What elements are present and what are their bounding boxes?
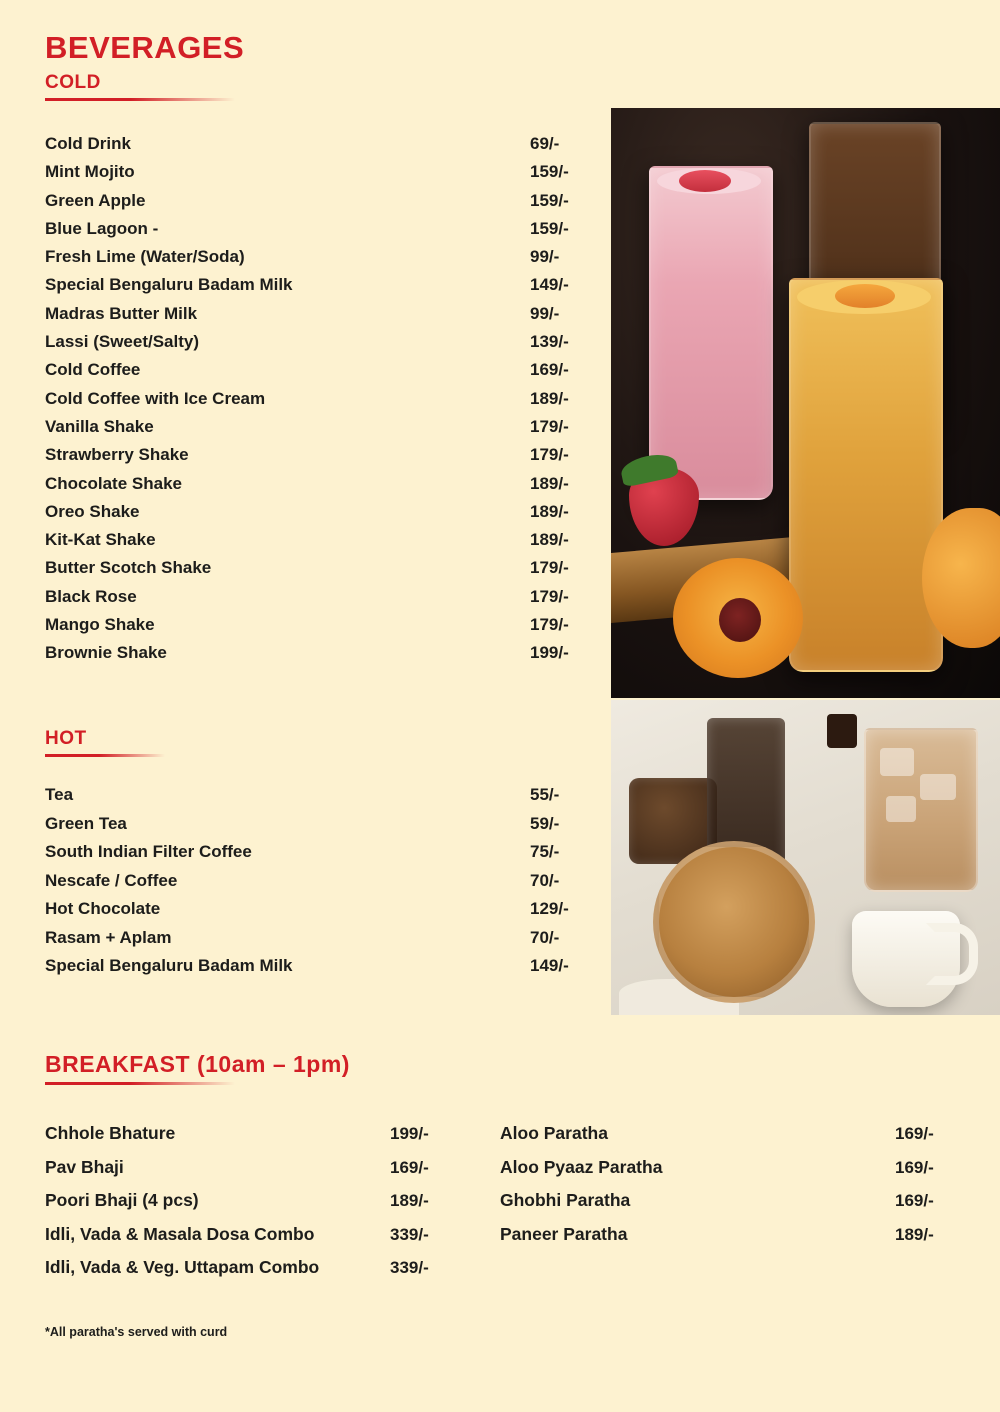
item-name: Ghobhi Paratha xyxy=(500,1190,631,1210)
item-price: 129/- xyxy=(530,899,569,918)
item-price: 59/- xyxy=(530,813,560,833)
list-item xyxy=(45,503,590,520)
list-item xyxy=(500,1223,960,1244)
ice-cube xyxy=(920,774,956,800)
divider-cold xyxy=(45,98,235,101)
list-item xyxy=(45,531,590,548)
list-item xyxy=(45,815,590,832)
list-item xyxy=(45,1125,475,1143)
list-item xyxy=(45,644,590,661)
list-item xyxy=(45,305,590,322)
item-name: Strawberry Shake xyxy=(45,445,189,465)
item-price: 189/- xyxy=(390,1191,429,1210)
iced-coffee-glass xyxy=(864,728,978,892)
item-name: Chhole Bhature xyxy=(45,1123,176,1143)
item-name: Aloo Pyaaz Paratha xyxy=(500,1156,663,1177)
divider-hot xyxy=(45,754,165,757)
item-price: 139/- xyxy=(530,332,569,352)
item-name: Idli, Vada & Masala Dosa Combo xyxy=(45,1223,315,1244)
list-item xyxy=(45,1192,475,1210)
item-name: Aloo Paratha xyxy=(500,1123,608,1143)
list-item xyxy=(45,135,590,152)
item-price: 179/- xyxy=(530,615,569,635)
item-name: Cold Coffee with Ice Cream xyxy=(45,388,266,408)
item-price: 70/- xyxy=(530,870,560,890)
item-price: 159/- xyxy=(530,190,569,210)
section-heading-breakfast: BREAKFAST (10am – 1pm) xyxy=(45,1051,350,1077)
list-item xyxy=(45,192,590,209)
item-name: Pav Bhaji xyxy=(45,1156,124,1177)
mango-shake-glass xyxy=(789,278,943,672)
list-item xyxy=(45,475,590,492)
item-name: Chocolate Shake xyxy=(45,473,182,493)
list-item xyxy=(45,446,590,463)
list-item xyxy=(45,220,590,237)
item-name: Butter Scotch Shake xyxy=(45,558,212,578)
list-item xyxy=(500,1125,960,1143)
list-item xyxy=(45,1156,475,1177)
breakfast-list-right xyxy=(500,1125,960,1259)
item-price: 75/- xyxy=(530,842,560,861)
section-heading-hot: HOT xyxy=(45,728,87,749)
list-item xyxy=(45,900,590,917)
item-name: Idli, Vada & Veg. Uttapam Combo xyxy=(45,1257,320,1277)
cold-beverages-list xyxy=(45,135,590,673)
list-item xyxy=(45,957,590,974)
item-price: 69/- xyxy=(530,134,560,153)
item-name: Fresh Lime (Water/Soda) xyxy=(45,247,245,267)
list-item xyxy=(45,276,590,293)
section-heading-cold: COLD xyxy=(45,72,101,93)
item-name: South Indian Filter Coffee xyxy=(45,842,252,861)
item-price: 149/- xyxy=(530,275,569,295)
divider-breakfast xyxy=(45,1082,235,1085)
strawberry-shake-glass xyxy=(649,166,773,500)
coffee-photo xyxy=(611,700,1000,1015)
hot-beverages-list xyxy=(45,786,590,986)
item-price: 169/- xyxy=(390,1157,429,1177)
list-item xyxy=(500,1156,960,1177)
list-item xyxy=(45,588,590,605)
list-item xyxy=(45,361,590,378)
list-item xyxy=(45,390,590,407)
ice-cube xyxy=(886,796,916,822)
item-price: 339/- xyxy=(390,1224,429,1244)
item-price: 169/- xyxy=(895,1157,934,1177)
milk-jug-handle xyxy=(926,923,978,985)
item-price: 179/- xyxy=(530,416,569,436)
page-title: BEVERAGES xyxy=(45,30,245,65)
item-price: 189/- xyxy=(895,1224,934,1244)
item-name: Lassi (Sweet/Salty) xyxy=(45,332,200,352)
item-price: 159/- xyxy=(530,218,569,238)
item-name: Special Bengaluru Badam Milk xyxy=(45,275,293,295)
item-price: 179/- xyxy=(530,445,569,465)
list-item xyxy=(45,1259,475,1277)
item-price: 99/- xyxy=(530,303,560,323)
item-name: Cold Drink xyxy=(45,134,131,153)
item-price: 199/- xyxy=(390,1124,429,1143)
list-item xyxy=(45,616,590,633)
list-item xyxy=(45,333,590,350)
item-price: 169/- xyxy=(895,1191,934,1210)
item-name: Oreo Shake xyxy=(45,501,140,521)
item-price: 339/- xyxy=(390,1258,429,1277)
item-name: Kit-Kat Shake xyxy=(45,530,156,550)
list-item xyxy=(45,163,590,180)
ice-cube xyxy=(880,748,914,776)
item-price: 199/- xyxy=(530,643,569,663)
item-price: 55/- xyxy=(530,785,560,804)
item-price: 189/- xyxy=(530,501,569,521)
list-item xyxy=(45,559,590,576)
list-item xyxy=(45,418,590,435)
item-name: Blue Lagoon - xyxy=(45,218,159,238)
list-item xyxy=(45,786,590,803)
item-name: Hot Chocolate xyxy=(45,899,161,918)
item-name: Tea xyxy=(45,785,74,804)
item-price: 149/- xyxy=(530,956,569,975)
item-name: Rasam + Aplam xyxy=(45,927,172,947)
item-name: Black Rose xyxy=(45,586,137,606)
peach-pit xyxy=(719,598,761,642)
item-name: Vanilla Shake xyxy=(45,416,154,436)
item-name: Mango Shake xyxy=(45,615,155,635)
item-name: Green Tea xyxy=(45,813,127,833)
item-name: Madras Butter Milk xyxy=(45,303,198,323)
item-name: Special Bengaluru Badam Milk xyxy=(45,956,293,975)
list-item xyxy=(45,843,590,860)
item-name: Mint Mojito xyxy=(45,162,135,182)
peach-slice-garnish xyxy=(835,284,895,308)
item-name: Poori Bhaji (4 pcs) xyxy=(45,1190,199,1210)
list-item xyxy=(500,1192,960,1210)
item-price: 169/- xyxy=(530,360,569,380)
milkshakes-photo xyxy=(611,108,1000,698)
item-price: 70/- xyxy=(530,927,560,947)
item-price: 169/- xyxy=(895,1124,934,1143)
item-price: 159/- xyxy=(530,162,569,182)
item-price: 189/- xyxy=(530,388,569,408)
breakfast-footnote: *All paratha's served with curd xyxy=(45,1325,228,1339)
list-item xyxy=(45,872,590,889)
item-name: Paneer Paratha xyxy=(500,1223,628,1244)
item-name: Green Apple xyxy=(45,190,146,210)
item-price: 99/- xyxy=(530,247,560,267)
list-item xyxy=(45,929,590,946)
cappuccino-cup xyxy=(653,841,815,1003)
breakfast-list-left xyxy=(45,1125,475,1293)
item-name: Nescafe / Coffee xyxy=(45,870,178,890)
bottle-neck xyxy=(827,714,857,748)
item-price: 179/- xyxy=(530,558,569,578)
item-name: Brownie Shake xyxy=(45,643,167,663)
strawberry-slice-garnish xyxy=(679,170,731,192)
item-price: 189/- xyxy=(530,473,569,493)
item-price: 189/- xyxy=(530,530,569,550)
item-price: 179/- xyxy=(530,586,569,606)
list-item xyxy=(45,248,590,265)
item-name: Cold Coffee xyxy=(45,360,141,380)
list-item xyxy=(45,1223,475,1244)
